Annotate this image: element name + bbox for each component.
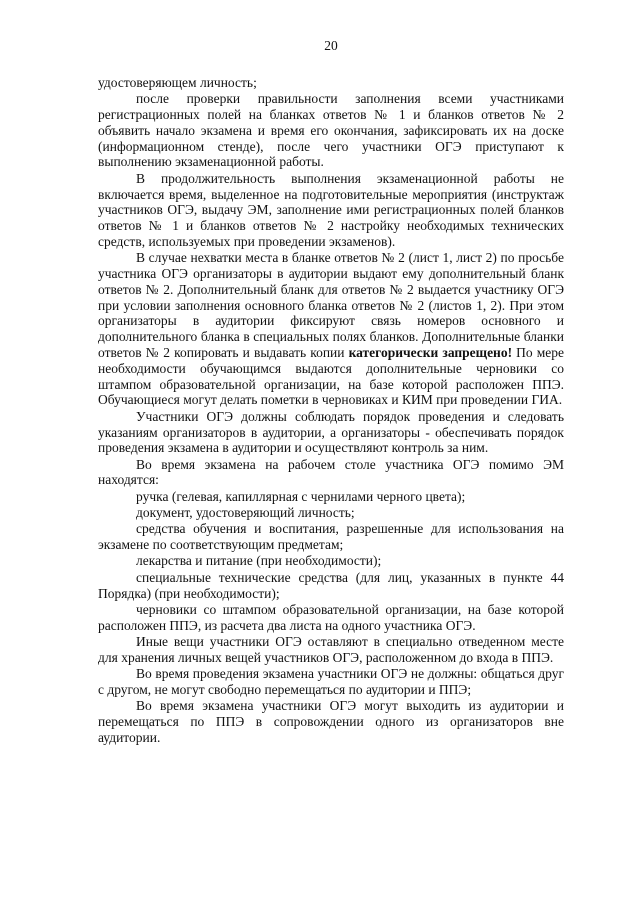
list-item-medicine-food: лекарства и питание (при необходимости); [136, 553, 382, 569]
paragraph-2: после проверки правильности заполнения всеми участниками регистрационных полей на бланках ответов № 1 и бланков ответов № 2 объявить начало экзамена и время его окончания, зафиксировать их на доске (информационном стенде), после чего участники ОГЭ приступают к выполнению экзаменационной работы. [98, 91, 564, 170]
paragraph-leaving-room: Во время экзамена участники ОГЭ могут выходить из аудитории и перемещаться по ППЭ в сопровождении одного из организаторов вне аудитории. [98, 698, 564, 745]
list-item-study-aids: средства обучения и воспитания, разрешенные для использования на экзамене по соответствующим предметам; [98, 521, 564, 553]
paragraph-4-text-before: В случае нехватки места в бланке ответов № 2 (лист 1, лист 2) по просьбе участника ОГЭ организаторы в аудитории выдают ему дополнительный бланк ответов № 2. Дополнительный бланк для ответов № 2 выдается участнику ОГЭ при условии заполнения основного бланка ответов № 2 (листов 1, 2). При этом организаторы в аудитории фиксируют связь номеров основного и дополнительного бланка в специальных полях бланков. Дополнительные бланки ответов № 2 копировать и выдавать копии [98, 250, 564, 361]
list-item-id-document: документ, удостоверяющий личность; [136, 505, 355, 521]
paragraph-1: удостоверяющем личность; [98, 75, 257, 90]
list-item-pen: ручка (гелевая, капиллярная с чернилами черного цвета); [136, 488, 466, 504]
paragraph-personal-items: Иные вещи участники ОГЭ оставляют в специально отведенном месте для хранения личных вещей участников ОГЭ, расположенном до входа в ППЭ. [98, 633, 564, 665]
document-body [98, 75, 564, 745]
paragraph-4 [98, 250, 564, 408]
paragraph-prohibitions: Во время проведения экзамена участники ОГЭ не должны: общаться друг с другом, не могут свободно перемещаться по аудитории и ППЭ; [98, 665, 564, 697]
list-item-technical-means: специальные технические средства (для лиц, указанных в пункте 44 Порядка) (при необходимости); [98, 569, 564, 601]
paragraph-4-bold-phrase: категорически запрещено! [348, 345, 513, 361]
paragraph-5: Участники ОГЭ должны соблюдать порядок проведения и следовать указаниям организаторов в аудитории, а организаторы - обеспечивать порядок проведения экзамена в аудитории и осуществляют контроль за ним. [98, 408, 564, 456]
paragraph-6: Во время экзамена на рабочем столе участника ОГЭ помимо ЭМ находятся: [98, 456, 564, 488]
paragraph-3: В продолжительность выполнения экзаменационной работы не включается время, выделенное на подготовительные мероприятия (инструктаж участников ОГЭ, выдачу ЭМ, заполнение ими регистрационных полей бланков ответов № 1 и бланков ответов № 2 настройку необходимых технических средств, используемых при проведении экзаменов). [98, 170, 564, 249]
page-number: 20 [324, 38, 338, 53]
paragraph-4-text-after: По мере необходимости обучающимся выдаются дополнительные черновики со штампом образовательной организации, на базе которой расположен ППЭ. Обучающиеся могут делать пометки в черновиках и КИМ при проведении ГИА. [98, 345, 565, 408]
list-item-drafts: черновики со штампом образовательной организации, на базе которой расположен ППЭ, из расчета два листа на одного участника ОГЭ. [98, 601, 564, 633]
